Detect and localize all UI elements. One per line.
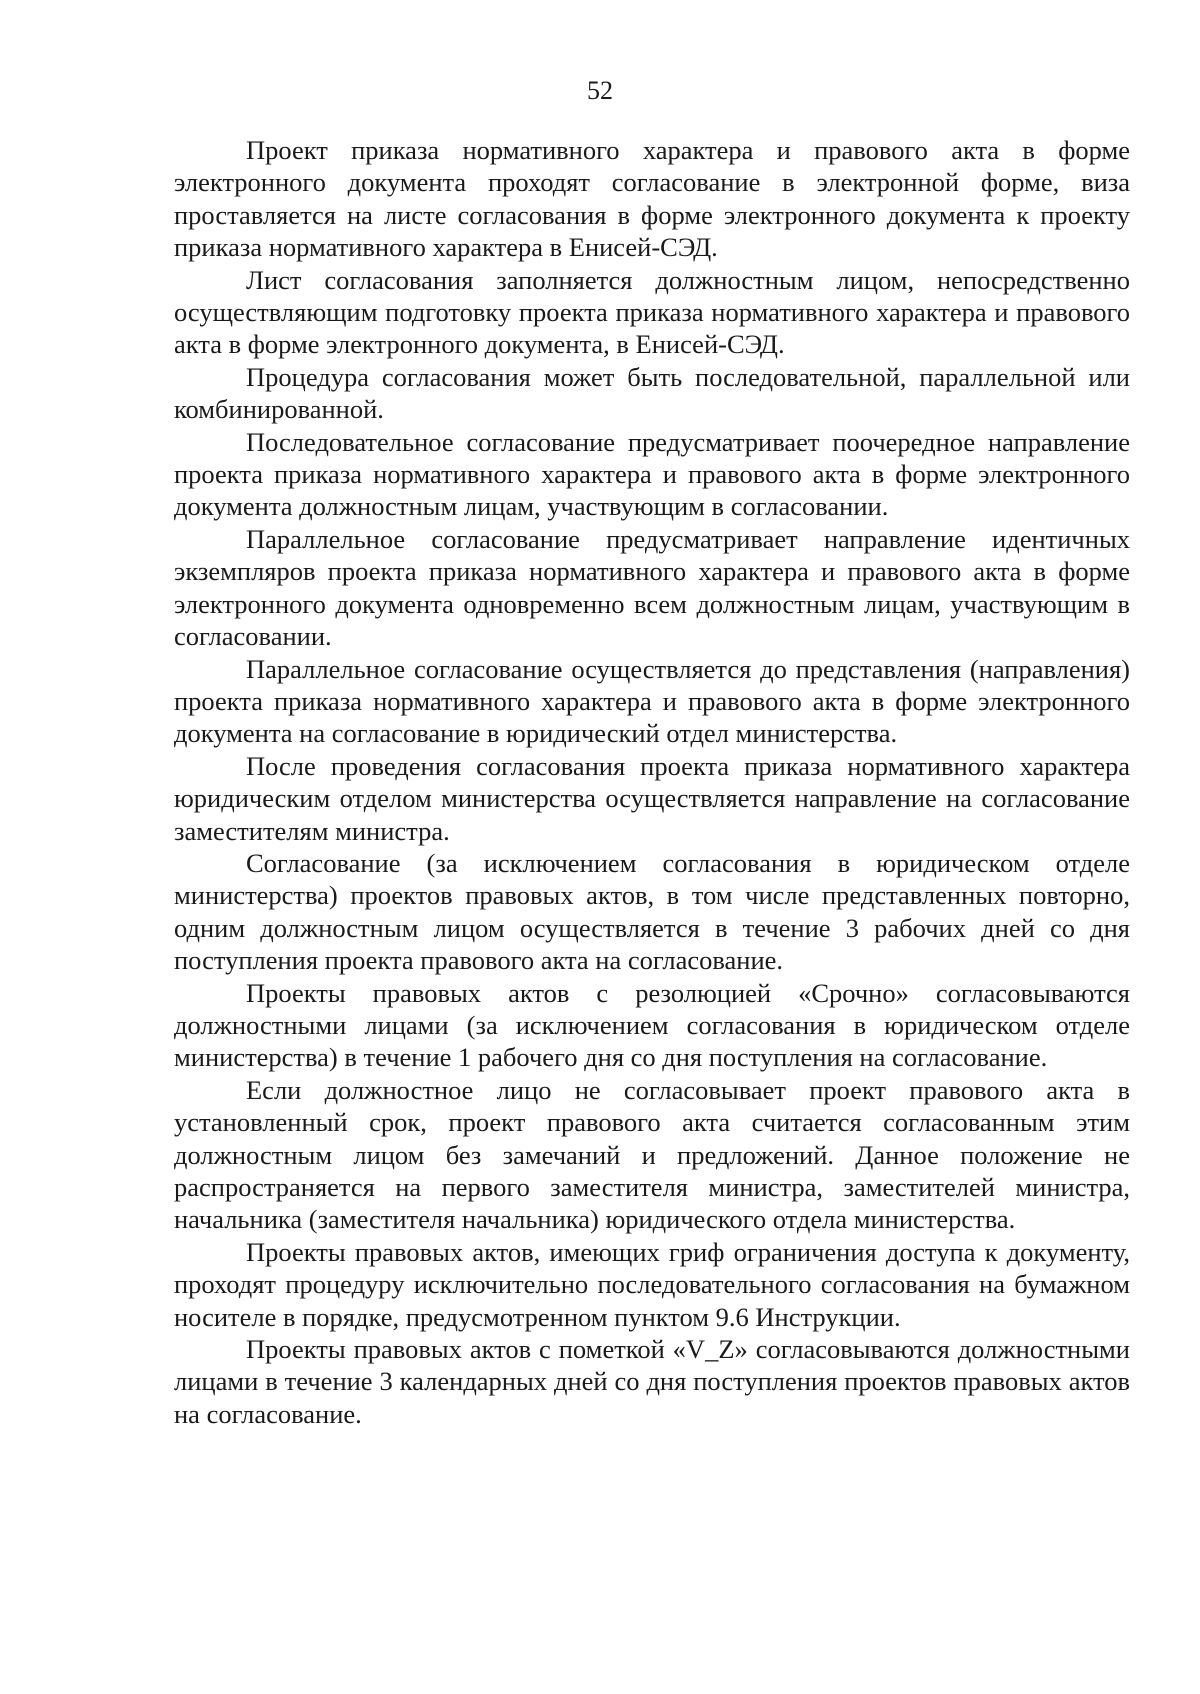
paragraph-approval-deadline: Согласование (за исключением согласования в юридическом отделе министерства) проектов правовых актов, в том числе представленных повторно, одним должностным лицом осуществляется в течение 3 рабочих дней со дня поступления проекта правового акта на согласование. bbox=[174, 847, 1130, 976]
paragraph-restricted-access: Проекты правовых актов, имеющих гриф ограничения доступа к документу, проходят процедуру исключительно последовательного согласования на бумажном носителе в порядке, предусмотренном пунктом 9.6 Инструкции. bbox=[174, 1236, 1130, 1332]
paragraph-approval-electronic-form: Проект приказа нормативного характера и правового акта в форме электронного документа проходят согласование в электронной форме, виза проставляется на листе согласования в форме электронного документа к проекту приказа нормативного характера в Енисей-СЭД. bbox=[174, 135, 1130, 263]
paragraph-deputy-ministers: После проведения согласования проекта приказа нормативного характера юридическим отделом министерства осуществляется направление на согласование заместителям министра. bbox=[174, 750, 1130, 846]
paragraph-procedure-types: Процедура согласования может быть последовательной, параллельной или комбинированной. bbox=[174, 361, 1130, 425]
paragraph-missed-deadline: Если должностное лицо не согласовывает проект правового акта в установленный срок, проект правового акта считается согласованным этим должностным лицом без замечаний и предложений. Данное положение не распространяется на первого заместителя министра, заместителей министра, начальника (заместителя начальника) юридического отдела министерства. bbox=[174, 1074, 1130, 1235]
document-body bbox=[174, 134, 1130, 1430]
page-number: 52 bbox=[587, 76, 613, 105]
paragraph-vz-mark: Проекты правовых актов с пометкой «V_Z» согласовываются должностными лицами в течение 3 календарных дней со дня поступления проектов правовых актов на согласование. bbox=[174, 1334, 1130, 1429]
paragraph-urgent-resolution: Проекты правовых актов с резолюцией «Срочно» согласовываются должностными лицами (за исключением согласования в юридическом отделе министерства) в течение 1 рабочего дня со дня поступления на согласование. bbox=[174, 977, 1130, 1073]
paragraph-parallel-approval: Параллельное согласование предусматривает направление идентичных экземпляров проекта приказа нормативного характера и правового акта в форме электронного документа одновременно всем должностным лицам, участвующим в согласовании. bbox=[174, 523, 1130, 652]
paragraph-approval-sheet: Лист согласования заполняется должностным лицом, непосредственно осуществляющим подготовку проекта приказа нормативного характера и правового акта в форме электронного документа, в Енисей-СЭД. bbox=[174, 264, 1130, 360]
paragraph-parallel-approval-timing: Параллельное согласование осуществляется до представления (направления) проекта приказа нормативного характера и правового акта в форме электронного документа на согласование в юридический отдел министерства. bbox=[174, 653, 1130, 749]
paragraph-sequential-approval: Последовательное согласование предусматривает поочередное направление проекта приказа нормативного характера и правового акта в форме электронного документа должностным лицам, участвующим в согласовании. bbox=[174, 426, 1130, 522]
